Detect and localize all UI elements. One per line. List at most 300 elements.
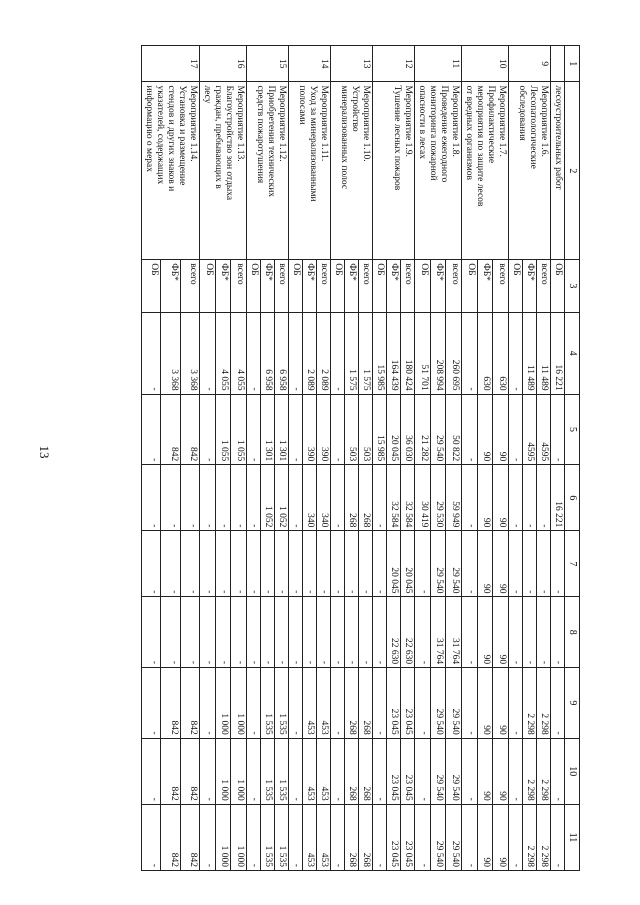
amount-cell: 90 (493, 465, 509, 531)
amount-cell: - (247, 394, 261, 465)
amount-cell: 50 822 (446, 394, 462, 465)
amount-cell: - (331, 312, 345, 394)
amount-cell: - (415, 531, 431, 597)
amount-cell: - (373, 597, 387, 668)
measure-name-cell (373, 82, 415, 260)
amount-cell: 1 575 (359, 312, 373, 394)
amount-cell: - (247, 597, 261, 668)
amount-cell: - (200, 597, 216, 668)
row-number-cell: 12 (373, 46, 415, 82)
amount-cell: 1 000 (231, 668, 247, 739)
amount-cell: 90 (493, 531, 509, 597)
measure-name-line: Приобретения технических (266, 85, 276, 198)
amount-cell: - (331, 465, 345, 531)
amount-cell: - (247, 804, 261, 870)
amount-cell: - (462, 668, 478, 739)
row-number-cell: 10 (462, 46, 509, 82)
funding-source-cell: всего (493, 260, 509, 312)
amount-cell: 1 000 (215, 738, 231, 804)
measure-name-cell (142, 82, 200, 260)
amount-cell: 90 (477, 597, 493, 668)
amount-cell: - (200, 465, 216, 531)
measure-name-line: стендов и других знаков и (166, 85, 176, 192)
amount-cell: 842 (161, 804, 180, 870)
amount-cell: 268 (359, 738, 373, 804)
amount-cell: 453 (303, 668, 317, 739)
table-row (537, 46, 551, 871)
amount-cell: - (551, 804, 565, 870)
amount-cell: 23 045 (401, 738, 415, 804)
amount-cell: 90 (493, 738, 509, 804)
amount-cell: 36 030 (401, 394, 415, 465)
measure-name-line: Мероприятие 1.13. (235, 85, 245, 162)
amount-cell: 6 958 (261, 312, 275, 394)
amount-cell: 90 (493, 597, 509, 668)
amount-cell: 15 985 (373, 394, 387, 465)
measure-name-line: Мероприятие 1.8. (450, 85, 460, 157)
amount-cell: - (373, 465, 387, 531)
amount-cell: - (200, 738, 216, 804)
amount-cell: - (317, 597, 331, 668)
funding-source-cell: ОБ (462, 260, 478, 312)
measure-name-cell (289, 82, 331, 260)
amount-cell: 842 (180, 668, 199, 739)
table-header-row (565, 46, 580, 871)
amount-cell: 2 298 (523, 738, 537, 804)
row-number-cell: 14 (289, 46, 331, 82)
amount-cell: 2 298 (523, 804, 537, 870)
funding-source-cell: ФБ* (345, 260, 359, 312)
funding-source-cell: ОБ (247, 260, 261, 312)
amount-cell: 2 298 (537, 668, 551, 739)
amount-cell: - (180, 465, 199, 531)
amount-cell: 4 055 (231, 312, 247, 394)
measure-name-line: Мероприятие 1.10. (361, 85, 371, 162)
measure-name-line: информацию о мерах (144, 85, 154, 173)
amount-cell: - (537, 597, 551, 668)
amount-cell: 503 (359, 394, 373, 465)
measure-name-line: Тушение лесных пожаров (392, 85, 402, 191)
amount-cell: - (537, 465, 551, 531)
amount-cell: 453 (303, 738, 317, 804)
measure-name-cell (247, 82, 289, 260)
amount-cell: - (289, 531, 303, 597)
amount-cell: - (247, 531, 261, 597)
measure-name-line: опасности в лесах (417, 85, 427, 159)
measure-name-line: Благоустройство зон отдыха (224, 85, 234, 201)
funding-source-cell: ФБ* (161, 260, 180, 312)
amount-cell: - (200, 531, 216, 597)
funding-source-cell: ФБ* (303, 260, 317, 312)
amount-cell: 16 221 (551, 465, 565, 531)
amount-cell: 1 000 (215, 804, 231, 870)
amount-cell: 11 489 (523, 312, 537, 394)
amount-cell: 268 (359, 465, 373, 531)
amount-cell: - (345, 597, 359, 668)
amount-cell: 90 (477, 668, 493, 739)
amount-cell: - (509, 668, 523, 739)
amount-cell: - (247, 312, 261, 394)
amount-cell: 268 (359, 804, 373, 870)
rotated-table-container (50, 45, 580, 871)
funding-source-cell: всего (446, 260, 462, 312)
amount-cell: - (415, 668, 431, 739)
amount-cell: - (551, 738, 565, 804)
amount-cell: - (359, 597, 373, 668)
amount-cell: - (161, 597, 180, 668)
amount-cell: 390 (303, 394, 317, 465)
measure-name-line: Проведение ежегодного (439, 85, 449, 183)
table-row (275, 46, 289, 871)
amount-cell: - (180, 531, 199, 597)
amount-cell: - (551, 668, 565, 739)
measure-name-line: Мероприятие 1.14. (188, 85, 198, 162)
amount-cell: - (142, 668, 161, 739)
funding-source-cell: ФБ* (261, 260, 275, 312)
amount-cell: - (275, 597, 289, 668)
amount-cell: - (200, 804, 216, 870)
amount-cell: - (331, 597, 345, 668)
amount-cell: 390 (317, 394, 331, 465)
funding-source-cell: всего (401, 260, 415, 312)
amount-cell: 453 (317, 804, 331, 870)
amount-cell: 20 045 (387, 394, 401, 465)
amount-cell: - (415, 597, 431, 668)
amount-cell: 23 045 (401, 668, 415, 739)
amount-cell: - (289, 597, 303, 668)
amount-cell: 15 985 (373, 312, 387, 394)
measure-name-line: Мероприятие 1.7. (497, 85, 507, 157)
amount-cell: 29 530 (430, 465, 446, 531)
amount-cell: - (161, 465, 180, 531)
amount-cell: - (275, 531, 289, 597)
amount-cell: - (509, 738, 523, 804)
amount-cell: - (359, 531, 373, 597)
amount-cell: - (200, 312, 216, 394)
amount-cell: - (523, 531, 537, 597)
amount-cell: 30 419 (415, 465, 431, 531)
amount-cell: 2 089 (303, 312, 317, 394)
amount-cell: - (215, 531, 231, 597)
amount-cell: 180 424 (401, 312, 415, 394)
amount-cell: - (331, 804, 345, 870)
amount-cell: - (415, 804, 431, 870)
table-row (401, 46, 415, 871)
measure-name-cell (331, 82, 373, 260)
amount-cell: - (551, 394, 565, 465)
amount-cell: 31 764 (430, 597, 446, 668)
funding-source-cell: ФБ* (387, 260, 401, 312)
measure-name-line: указателей, содержащих (155, 85, 165, 185)
row-number-cell: 17 (142, 46, 200, 82)
table-row (231, 46, 247, 871)
amount-cell: 1 535 (261, 668, 275, 739)
amount-cell: - (551, 531, 565, 597)
amount-cell: 842 (180, 394, 199, 465)
amount-cell: - (215, 597, 231, 668)
row-number-cell: 9 (509, 46, 551, 82)
amount-cell: 453 (303, 804, 317, 870)
table-row (551, 46, 565, 871)
funding-source-cell: всего (275, 260, 289, 312)
funding-source-cell: ОБ (142, 260, 161, 312)
amount-cell: - (331, 668, 345, 739)
amount-cell: 6 958 (275, 312, 289, 394)
amount-cell: 20 045 (387, 531, 401, 597)
amount-cell: - (142, 394, 161, 465)
funding-source-cell: ФБ* (477, 260, 493, 312)
measure-name-line: Мероприятие 1.9. (403, 85, 413, 157)
amount-cell: 1 535 (275, 738, 289, 804)
table-row (180, 46, 199, 871)
amount-cell: 2 089 (317, 312, 331, 394)
amount-cell: - (415, 738, 431, 804)
measure-name-line: лесоустроительных работ (553, 85, 563, 190)
measure-name-line: обследования (517, 85, 527, 141)
amount-cell: 90 (493, 804, 509, 870)
amount-cell: - (462, 312, 478, 394)
header-cell: 2 (565, 82, 580, 260)
amount-cell: - (289, 668, 303, 739)
row-number-cell: 13 (331, 46, 373, 82)
amount-cell: 3 368 (161, 312, 180, 394)
funding-source-cell: всего (317, 260, 331, 312)
header-cell: 5 (565, 394, 580, 465)
amount-cell: 1 535 (261, 738, 275, 804)
measure-name-cell (200, 82, 247, 260)
funding-source-cell: всего (537, 260, 551, 312)
amount-cell: - (142, 465, 161, 531)
row-number-cell: 15 (247, 46, 289, 82)
amount-cell: - (462, 465, 478, 531)
measure-name-cell (415, 82, 462, 260)
amount-cell: 1 301 (261, 394, 275, 465)
amount-cell: - (462, 531, 478, 597)
amount-cell: 268 (345, 738, 359, 804)
measure-name-cell (551, 82, 565, 260)
amount-cell: - (247, 668, 261, 739)
amount-cell: 23 045 (387, 668, 401, 739)
amount-cell: - (231, 597, 247, 668)
amount-cell: - (537, 531, 551, 597)
amount-cell: - (289, 312, 303, 394)
amount-cell: 1 535 (261, 804, 275, 870)
amount-cell: - (373, 804, 387, 870)
funding-source-cell: ФБ* (215, 260, 231, 312)
amount-cell: 20 045 (401, 531, 415, 597)
amount-cell: 29 540 (430, 531, 446, 597)
measure-name-line: Мероприятие 1.11. (319, 85, 329, 162)
header-cell: 6 (565, 465, 580, 531)
measure-name-line: Мероприятие 1.6. (539, 85, 549, 157)
amount-cell: 29 540 (446, 668, 462, 739)
header-cell: 1 (565, 46, 580, 82)
amount-cell: 340 (317, 465, 331, 531)
amount-cell: 16 221 (551, 312, 565, 394)
amount-cell: 4 055 (215, 312, 231, 394)
header-cell: 7 (565, 531, 580, 597)
amount-cell: - (289, 804, 303, 870)
amount-cell: 268 (359, 668, 373, 739)
amount-cell: 90 (477, 394, 493, 465)
amount-cell: - (509, 597, 523, 668)
amount-cell: 842 (180, 804, 199, 870)
amount-cell: 22 630 (387, 597, 401, 668)
amount-cell: - (231, 465, 247, 531)
amount-cell: - (523, 465, 537, 531)
amount-cell: 29 540 (430, 394, 446, 465)
amount-cell: 630 (493, 312, 509, 394)
amount-cell: 2 298 (537, 804, 551, 870)
amount-cell: 59 949 (446, 465, 462, 531)
funding-source-cell: ОБ (331, 260, 345, 312)
amount-cell: - (509, 531, 523, 597)
table-row (317, 46, 331, 871)
amount-cell: 90 (477, 531, 493, 597)
amount-cell: 2 298 (537, 738, 551, 804)
header-cell: 8 (565, 597, 580, 668)
amount-cell: - (462, 394, 478, 465)
amount-cell: 842 (161, 394, 180, 465)
amount-cell: 29 540 (430, 738, 446, 804)
amount-cell: 260 695 (446, 312, 462, 394)
amount-cell: 29 540 (446, 738, 462, 804)
amount-cell: 90 (493, 668, 509, 739)
amount-cell: 164 439 (387, 312, 401, 394)
funding-source-cell: ФБ* (523, 260, 537, 312)
amount-cell: - (289, 394, 303, 465)
amount-cell: 453 (317, 738, 331, 804)
amount-cell: - (462, 597, 478, 668)
amount-cell: - (462, 804, 478, 870)
amount-cell: 3 368 (180, 312, 199, 394)
amount-cell: 90 (477, 465, 493, 531)
amount-cell: 1 301 (275, 394, 289, 465)
amount-cell: 842 (161, 668, 180, 739)
amount-cell: 842 (161, 738, 180, 804)
funding-source-cell: ОБ (200, 260, 216, 312)
funding-source-cell: ФБ* (430, 260, 446, 312)
amount-cell: - (551, 597, 565, 668)
amount-cell: - (509, 465, 523, 531)
measure-name-line: полосами (297, 85, 307, 125)
amount-cell: 23 045 (387, 804, 401, 870)
amount-cell: - (161, 531, 180, 597)
amount-cell: 1 000 (231, 738, 247, 804)
amount-cell: - (289, 465, 303, 531)
amount-cell: 208 994 (430, 312, 446, 394)
header-cell: 11 (565, 804, 580, 870)
amount-cell: 4595 (523, 394, 537, 465)
funding-source-cell: ОБ (415, 260, 431, 312)
amount-cell: - (289, 738, 303, 804)
amount-cell: 29 540 (430, 668, 446, 739)
amount-cell: - (142, 597, 161, 668)
amount-cell: - (373, 738, 387, 804)
amount-cell: 90 (477, 738, 493, 804)
amount-cell: - (509, 804, 523, 870)
funding-source-cell: всего (359, 260, 373, 312)
amount-cell: 29 540 (430, 804, 446, 870)
amount-cell: 268 (345, 804, 359, 870)
amount-cell: - (523, 597, 537, 668)
amount-cell: 11 489 (537, 312, 551, 394)
amount-cell: - (331, 394, 345, 465)
measure-name-line: мониторинга пожарной (428, 85, 438, 181)
amount-cell: 29 540 (446, 531, 462, 597)
amount-cell: - (142, 531, 161, 597)
amount-cell: - (509, 312, 523, 394)
row-number-cell: 11 (415, 46, 462, 82)
amount-cell: 1 535 (275, 804, 289, 870)
amount-cell: - (261, 531, 275, 597)
amount-cell: - (509, 394, 523, 465)
header-cell: 4 (565, 312, 580, 394)
amount-cell: 32 584 (401, 465, 415, 531)
measure-name-line: Мероприятие 1.12. (277, 85, 287, 162)
funding-source-cell: всего (180, 260, 199, 312)
measure-name-line: Лесопатологические (528, 85, 538, 169)
amount-cell: 23 045 (401, 804, 415, 870)
amount-cell: - (142, 804, 161, 870)
row-number-cell (551, 46, 565, 82)
header-cell: 10 (565, 738, 580, 804)
table-row (493, 46, 509, 871)
amount-cell: 453 (317, 668, 331, 739)
funding-source-cell: ОБ (373, 260, 387, 312)
amount-cell: 31 764 (446, 597, 462, 668)
amount-cell: 22 630 (401, 597, 415, 668)
measure-name-line: средств пожаротушения (255, 85, 265, 184)
amount-cell: 32 584 (387, 465, 401, 531)
amount-cell: 1 055 (215, 394, 231, 465)
amount-cell: 1 535 (275, 668, 289, 739)
amount-cell: 29 540 (446, 804, 462, 870)
amount-cell: 90 (493, 394, 509, 465)
budget-table (141, 45, 580, 871)
measure-name-line: Профилактические (486, 85, 496, 164)
funding-source-cell: ОБ (289, 260, 303, 312)
amount-cell: 51 701 (415, 312, 431, 394)
table-row (359, 46, 373, 871)
amount-cell: 842 (180, 738, 199, 804)
table-row (446, 46, 462, 871)
amount-cell: - (247, 465, 261, 531)
amount-cell: 4595 (537, 394, 551, 465)
header-cell: 9 (565, 668, 580, 739)
row-number-cell: 16 (200, 46, 247, 82)
funding-source-cell: всего (231, 260, 247, 312)
amount-cell: - (142, 738, 161, 804)
amount-cell: 268 (345, 668, 359, 739)
measure-name-line: граждан, пребывающих в (213, 85, 223, 189)
measure-name-line: Устройство (350, 85, 360, 132)
amount-cell: 21 282 (415, 394, 431, 465)
amount-cell: - (373, 668, 387, 739)
amount-cell: 340 (303, 465, 317, 531)
amount-cell: - (331, 531, 345, 597)
amount-cell: 1 055 (231, 394, 247, 465)
measure-name-line: от вредных организмов (464, 85, 474, 181)
amount-cell: 1 052 (261, 465, 275, 531)
measure-name-line: Установка и размещение (177, 85, 187, 186)
amount-cell: - (200, 394, 216, 465)
measure-name-line: минерализованных полос (339, 85, 349, 190)
amount-cell: 1 000 (231, 804, 247, 870)
amount-cell: 1 575 (345, 312, 359, 394)
amount-cell: 1 052 (275, 465, 289, 531)
amount-cell: - (200, 668, 216, 739)
